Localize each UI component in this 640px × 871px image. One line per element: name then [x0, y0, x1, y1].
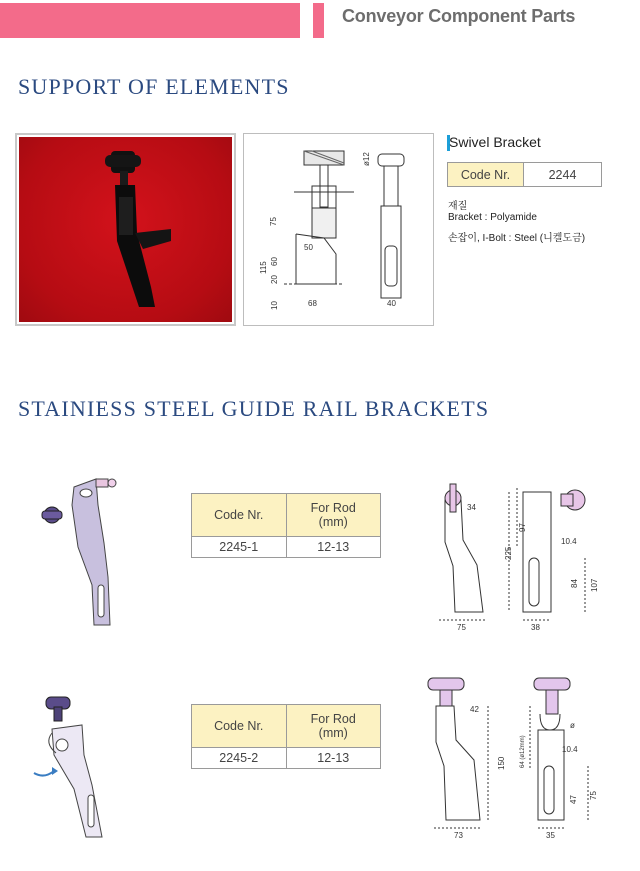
dim-label: ø: [570, 721, 575, 730]
dim-label: 75: [589, 791, 598, 800]
for-rod-label-line2: (mm): [318, 726, 348, 740]
material-line-1: Bracket : Polyamide: [448, 212, 537, 223]
dim-label: 84: [570, 579, 579, 588]
guide-rail-bracket-2-drawing: [420, 670, 620, 840]
dim-label: 60: [270, 257, 279, 266]
dim-label: ø12: [362, 152, 371, 166]
swivel-bracket-silhouette: [19, 137, 232, 322]
for-rod-label-line2: (mm): [318, 515, 348, 529]
section-title-support: SUPPORT OF ELEMENTS: [18, 74, 290, 99]
header-accent-mark: [313, 3, 324, 38]
dim-label: 35: [546, 831, 555, 840]
guide-rail-bracket-2-illustration: [22, 685, 132, 845]
dim-label: 10.4: [562, 745, 578, 754]
dim-label: 115: [259, 261, 268, 274]
dim-label: 42: [470, 705, 479, 714]
dim-label: 225: [504, 546, 513, 560]
dim-label: 107: [590, 578, 599, 592]
code-table-swivel: [447, 162, 602, 187]
dim-label: 75: [269, 217, 278, 226]
for-rod-label: [286, 494, 381, 537]
dim-label: 34: [467, 503, 476, 512]
dim-label: 40: [387, 299, 396, 308]
header-accent-bar: [0, 3, 300, 38]
dim-label: 73: [454, 831, 463, 840]
code-label: Code Nr.: [192, 494, 287, 537]
rod-value: 12-13: [286, 748, 381, 769]
dim-label: 20: [270, 275, 279, 284]
rod-value: 12-13: [286, 537, 381, 558]
dim-label: 75: [457, 623, 466, 632]
code-label: Code Nr.: [192, 705, 287, 748]
code-value: 2244: [524, 163, 602, 187]
brand-title: Conveyor Component Parts: [342, 6, 576, 26]
code-label: Code Nr.: [448, 163, 524, 187]
guide-rail-bracket-1-illustration: [34, 465, 146, 630]
dim-label: 97: [518, 523, 527, 532]
for-rod-label-line1: For Rod: [310, 712, 356, 726]
code-table-2245-2: [191, 704, 381, 769]
swivel-bracket-photo: [15, 133, 236, 326]
dim-label: 68: [308, 299, 317, 308]
section-title-guide-rail: STAINIESS STEEL GUIDE RAIL BRACKETS: [18, 396, 490, 421]
code-value: 2245-1: [192, 537, 287, 558]
dim-label: 38: [531, 623, 540, 632]
material-heading: 재질: [448, 201, 468, 212]
for-rod-label-line1: For Rod: [310, 501, 356, 515]
dim-label: 150: [497, 756, 506, 770]
code-table-2245-1: [191, 493, 381, 558]
dim-label: 10: [270, 301, 279, 310]
dim-label: 50: [304, 243, 313, 252]
product-title: Swivel Bracket: [449, 134, 541, 150]
material-line-2: 손잡이, I-Bolt : Steel (니켈도금): [448, 233, 586, 244]
code-value: 2245-2: [192, 748, 287, 769]
dim-label: 47: [569, 795, 578, 804]
swivel-bracket-drawing: [243, 133, 434, 326]
for-rod-label: [286, 705, 381, 748]
dim-label: 64 (ø12mm): [520, 735, 526, 768]
guide-rail-bracket-1-drawing: [425, 470, 615, 635]
dim-label: 10.4: [561, 537, 577, 546]
